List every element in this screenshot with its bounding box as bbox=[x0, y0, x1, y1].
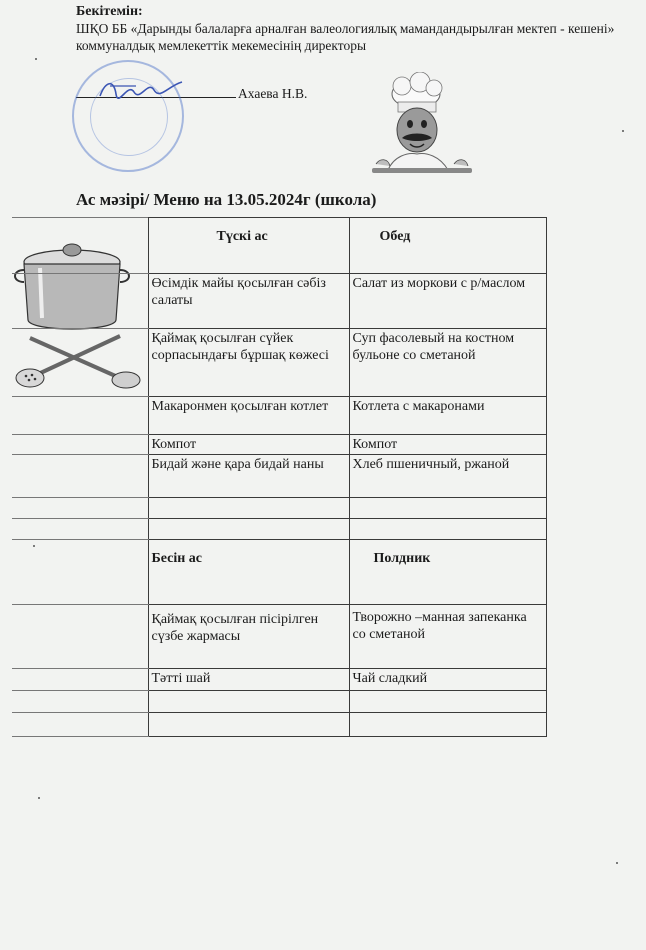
snack-header-kz: Бесін ас bbox=[148, 540, 349, 605]
table-row bbox=[12, 455, 546, 498]
empty-row bbox=[12, 713, 546, 737]
chef-illustration bbox=[368, 72, 478, 182]
snack-header-ru: Полдник bbox=[349, 540, 546, 605]
dish-kz: Қаймақ қосылған пісірілген сүзбе жармасы bbox=[148, 605, 349, 669]
dish-ru: Салат из моркови с р/маслом bbox=[349, 274, 546, 329]
paper-speck bbox=[35, 58, 37, 60]
dish-kz: Макаронмен қосылған котлет bbox=[148, 397, 349, 435]
table-row bbox=[12, 435, 546, 455]
dish-kz: Компот bbox=[148, 435, 349, 455]
approval-text: ШҚО ББ «Дарынды балаларға арналған валеологиялық мамандандырылған мектеп - кешені» коммуналдық мемлекеттік мекемесінің директоры bbox=[76, 21, 615, 53]
table-row bbox=[12, 397, 546, 435]
menu-title: Ас мәзірі/ Меню на 13.05.2024г (школа) bbox=[76, 190, 377, 209]
director-name: Ахаева Н.В. bbox=[238, 86, 308, 101]
table-row bbox=[12, 329, 546, 397]
dish-ru: Чай сладкий bbox=[349, 669, 546, 691]
header-row-lunch bbox=[12, 218, 546, 274]
dish-kz: Бидай және қара бидай наны bbox=[148, 455, 349, 498]
dish-kz: Тәтті шай bbox=[148, 669, 349, 691]
paper-speck bbox=[622, 130, 624, 132]
handwritten-signature bbox=[96, 74, 186, 104]
dish-ru: Хлеб пшеничный, ржаной bbox=[349, 455, 546, 498]
empty-row bbox=[12, 691, 546, 713]
dish-ru: Котлета с макаронами bbox=[349, 397, 546, 435]
dish-ru: Компот bbox=[349, 435, 546, 455]
dish-kz: Қаймақ қосылған сүйек сорпасындағы бұршақ көжесі bbox=[148, 329, 349, 397]
empty-row bbox=[12, 498, 546, 519]
table-row bbox=[12, 605, 546, 669]
empty-row bbox=[12, 519, 546, 540]
menu-table bbox=[12, 217, 547, 737]
header-row-snack bbox=[12, 540, 546, 605]
paper-speck bbox=[33, 545, 35, 547]
lunch-header-ru: Обед bbox=[349, 218, 546, 274]
table-row bbox=[12, 669, 546, 691]
paper-speck bbox=[38, 797, 40, 799]
lunch-header-kz: Түскі ас bbox=[148, 218, 349, 274]
dish-ru: Творожно –манная запеканка со сметаной bbox=[349, 605, 546, 669]
approval-label: Бекітемін: bbox=[76, 4, 143, 19]
dish-ru: Суп фасолевый на костном бульоне со сметаной bbox=[349, 329, 546, 397]
paper-speck bbox=[616, 862, 618, 864]
table-row bbox=[12, 274, 546, 329]
dish-kz: Өсімдік майы қосылған сәбіз салаты bbox=[148, 274, 349, 329]
